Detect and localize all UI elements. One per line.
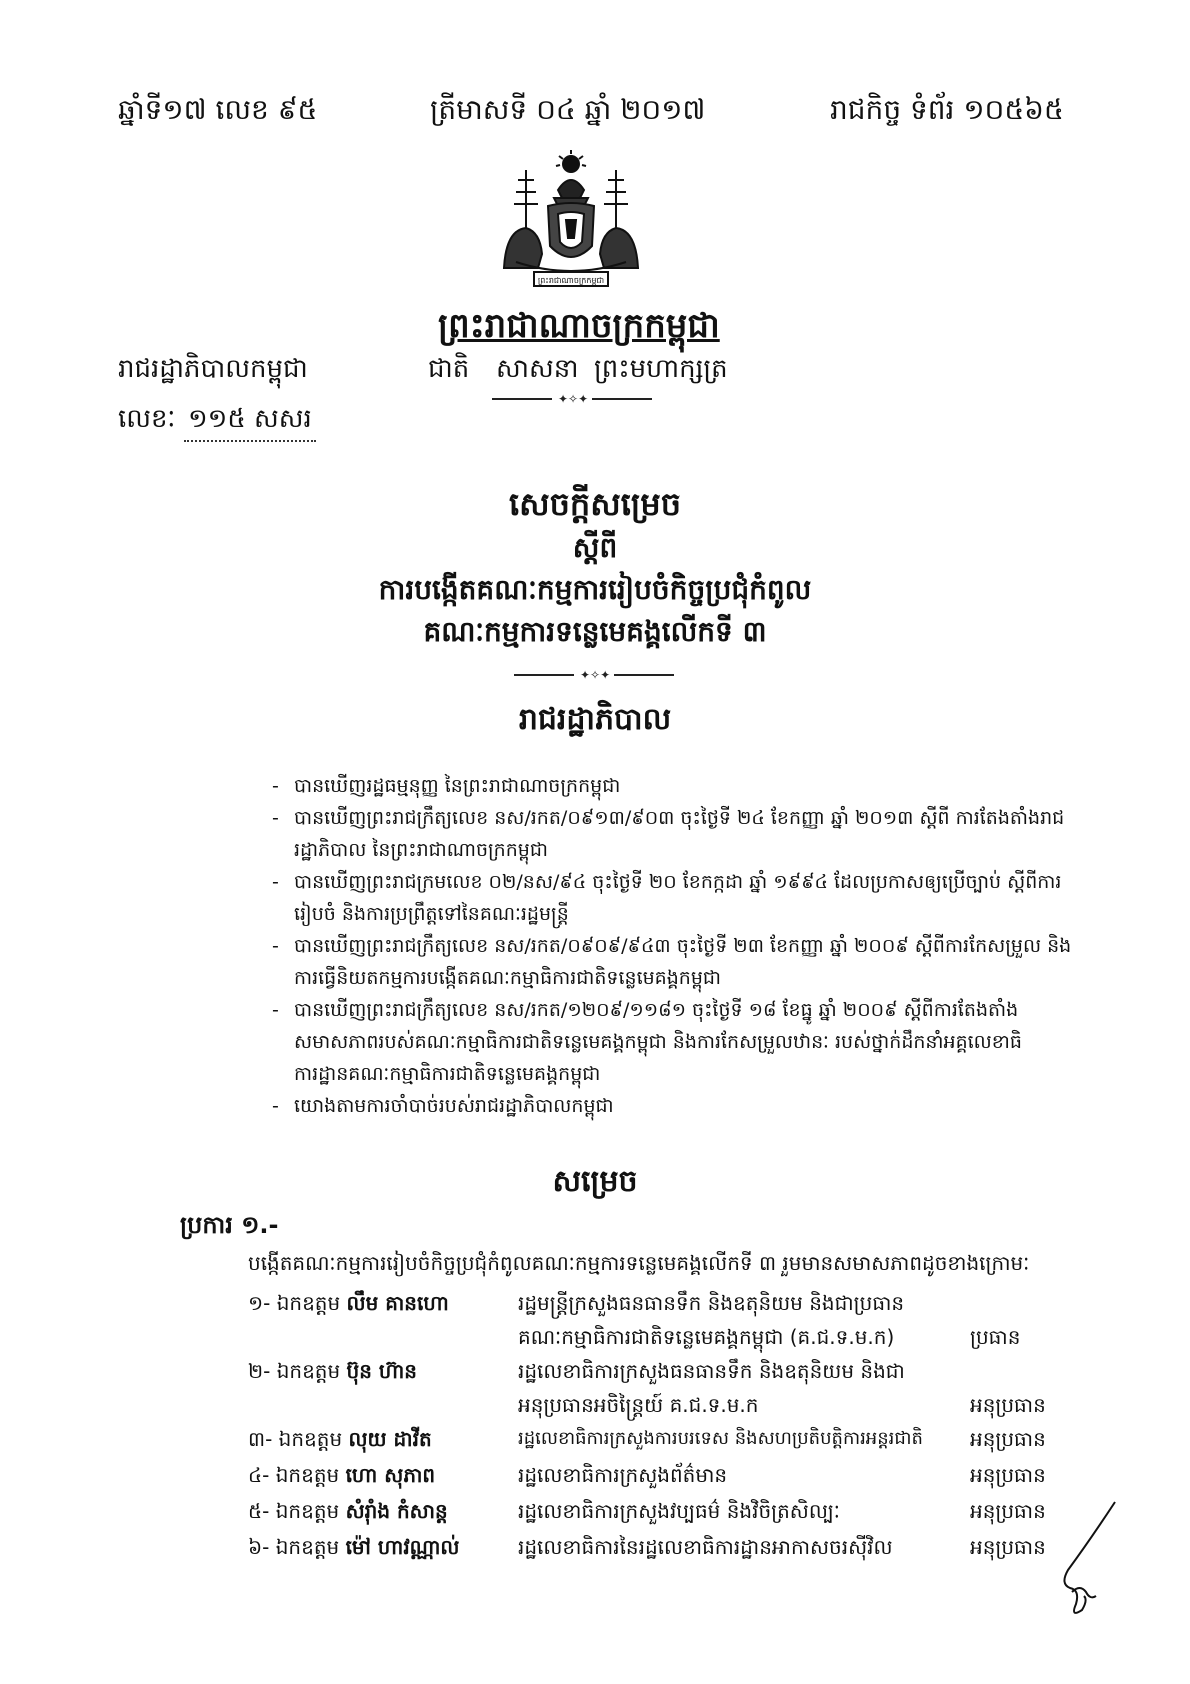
member-prefix: ២- ឯកឧត្តម [248,1359,341,1383]
member-prefix: ៤- ឯកឧត្តម [248,1463,340,1487]
member-name: សំរ៉ាំង កំសាន្ត [345,1499,448,1523]
member-name: លឹម គានហោ [346,1291,449,1315]
member-position: រដ្ឋលេខាធិការក្រសួងព័ត៌មាន [518,1463,728,1487]
member-role: អនុប្រធាន [970,1463,1046,1487]
member-prefix: ៣- ឯកឧត្តម [248,1427,343,1451]
royal-coat-of-arms-icon [496,150,646,290]
preamble-item: - បានឃើញព្រះរាជក្រឹត្យលេខ នស/រកត/១២០៩/១១៨១ ចុះថ្ងៃទី ១៨ ខែធ្នូ ឆ្នាំ ២០០៩ ស្តីពីការតែងតាំងសមាសភាពរបស់គណៈកម្មាធិការជាតិទន្លេមេគង្គកម្ពុជា និងការកែសម្រួលឋានៈ របស់ថ្នាក់ដឹកនាំអគ្គលេខាធិការដ្ឋានគណៈកម្មាធិការជាតិទន្លេមេគង្គកម្ពុជា [272,994,1072,1090]
emblem-banner: ព្រះរាជាណាចក្រកម្ពុជា [537,276,605,285]
preamble-item: - បានឃើញព្រះរាជក្រឹត្យលេខ នស/រកត/០៩១៣/៩០៣ ចុះថ្ងៃទី ២៤ ខែកញ្ញា ឆ្នាំ ២០១៣ ស្តីពី ការតែងតាំងរាជរដ្ឋាភិបាល នៃព្រះរាជាណាចក្រកម្ពុជា [272,802,1072,866]
member-position: រដ្ឋលេខាធិការនៃរដ្ឋលេខាធិការដ្ឋានអាកាសចរស៊ីវិល [518,1535,893,1559]
member-prefix: ៥- ឯកឧត្តម [248,1499,340,1523]
member-row [248,1290,449,1320]
gazette-page-number: រាជកិច្ច ទំព័រ ១០៥៦៥ [830,93,1064,126]
reference-number: ១១៥ សសរ [184,402,316,442]
member-row [248,1426,432,1456]
decision-title: សេចក្តីសម្រេច [508,485,682,523]
member-role: អនុប្រធាន [970,1499,1046,1523]
member-name: ប៊ុន ហ៊ាន [346,1359,417,1383]
member-role: អនុប្រធាន [970,1427,1046,1451]
preamble-item: - យោងតាមការចាំបាច់របស់រាជរដ្ឋាភិបាលកម្ពុជា [272,1090,1072,1122]
member-role: អនុប្រធាន [970,1393,1046,1417]
preamble-item: - បានឃើញព្រះរាជក្រឹត្យលេខ នស/រកត/០៩០៩/៩៤៣ ចុះថ្ងៃទី ២៣ ខែកញ្ញា ឆ្នាំ ២០០៩ ស្តីពីការកែសម្រួល និងការធ្វើនិយតកម្មការបង្កើតគណៈកម្មាធិការជាតិទន្លេមេគង្គកម្ពុជា [272,930,1072,994]
article-1-intro: បង្កើតគណៈកម្មការរៀបចំកិច្ចប្រជុំកំពូលគណៈកម្មការទន្លេមេគង្គលើកទី ៣ រួមមានសមាសភាពដូចខាងក្រោមៈ [248,1251,1030,1275]
kingdom-title: ព្រះរាជាណាចក្រកម្ពុជា [438,306,720,346]
member-role: អនុប្រធាន [970,1535,1046,1559]
motto-nation: ជាតិ [428,354,470,384]
preamble-list [272,770,1072,1122]
preamble-item: - បានឃើញរដ្ឋធម្មនុញ្ញ នៃព្រះរាជាណាចក្រកម្ពុជា [272,770,1072,802]
member-name: លុយ ដាវីត [348,1427,432,1451]
member-position: អនុប្រធានអចិន្ត្រៃយ៍ គ.ជ.ទ.ម.ក [518,1393,759,1417]
member-position: រដ្ឋលេខាធិការក្រសួងធនធានទឹក និងឧតុនិយម និងជា [518,1359,905,1383]
member-role: ប្រធាន [970,1325,1021,1349]
decision-about: ស្តីពី [572,531,618,564]
decision-subject-line2: គណៈកម្មការទន្លេមេគង្គលើកទី ៣ [423,615,767,648]
motto-king: ព្រះមហាក្សត្រ [594,354,728,384]
motto-divider: ✦✧✦ [492,392,652,406]
motto-religion: សាសនា [496,354,579,384]
government-heading: រាជរដ្ឋាភិបាល [518,702,672,737]
title-divider: ✦✧✦ [514,668,674,682]
member-position: រដ្ឋលេខាធិការក្រសួងវប្បធម៌ និងវិចិត្រសិល្បៈ [518,1499,840,1523]
member-position: រដ្ឋមន្ត្រីក្រសួងធនធានទឹក និងឧតុនិយម និងជាប្រធាន [518,1291,905,1315]
member-position: គណៈកម្មាធិការជាតិទន្លេមេគង្គកម្ពុជា (គ.ជ.ទ.ម.ក) [518,1325,895,1349]
member-prefix: ១- ឯកឧត្តម [248,1291,341,1315]
decides-heading: សម្រេច [552,1164,638,1199]
member-name: ម៉ៅ ហាវណ្ណាល់ [345,1535,460,1559]
member-row [248,1534,459,1564]
member-name: ហោ សុភាព [345,1463,436,1487]
member-row [248,1358,417,1388]
reference-label: លេខៈ [118,404,176,434]
gazette-quarter: ត្រីមាសទី ០៤ ឆ្នាំ ២០១៧ [430,93,706,126]
member-row [248,1498,448,1528]
member-row [248,1462,435,1492]
member-prefix: ៦- ឯកឧត្តម [248,1535,340,1559]
handwritten-signature-icon [1040,1500,1120,1620]
issuer-name: រាជរដ្ឋាភិបាលកម្ពុជា [118,354,308,384]
member-position: រដ្ឋលេខាធិការក្រសួងការបរទេស និងសហប្រតិបត្តិការអន្តរជាតិ [518,1428,923,1449]
decision-subject-line1: ការបង្កើតគណៈកម្មការរៀបចំកិច្ចប្រជុំកំពូល [378,573,812,606]
article-1-label: ប្រការ ១.- [180,1211,279,1239]
preamble-item: - បានឃើញព្រះរាជក្រមលេខ ០២/នស/៩៤ ចុះថ្ងៃទី ២០ ខែកក្កដា ឆ្នាំ ១៩៩៤ ដែលប្រកាសឲ្យប្រើច្បាប់ ស្តីពីការរៀបចំ និងការប្រព្រឹត្តទៅនៃគណៈរដ្ឋមន្ត្រី [272,866,1072,930]
gazette-issue: ឆ្នាំទី១៧ លេខ ៩៥ [118,93,318,126]
